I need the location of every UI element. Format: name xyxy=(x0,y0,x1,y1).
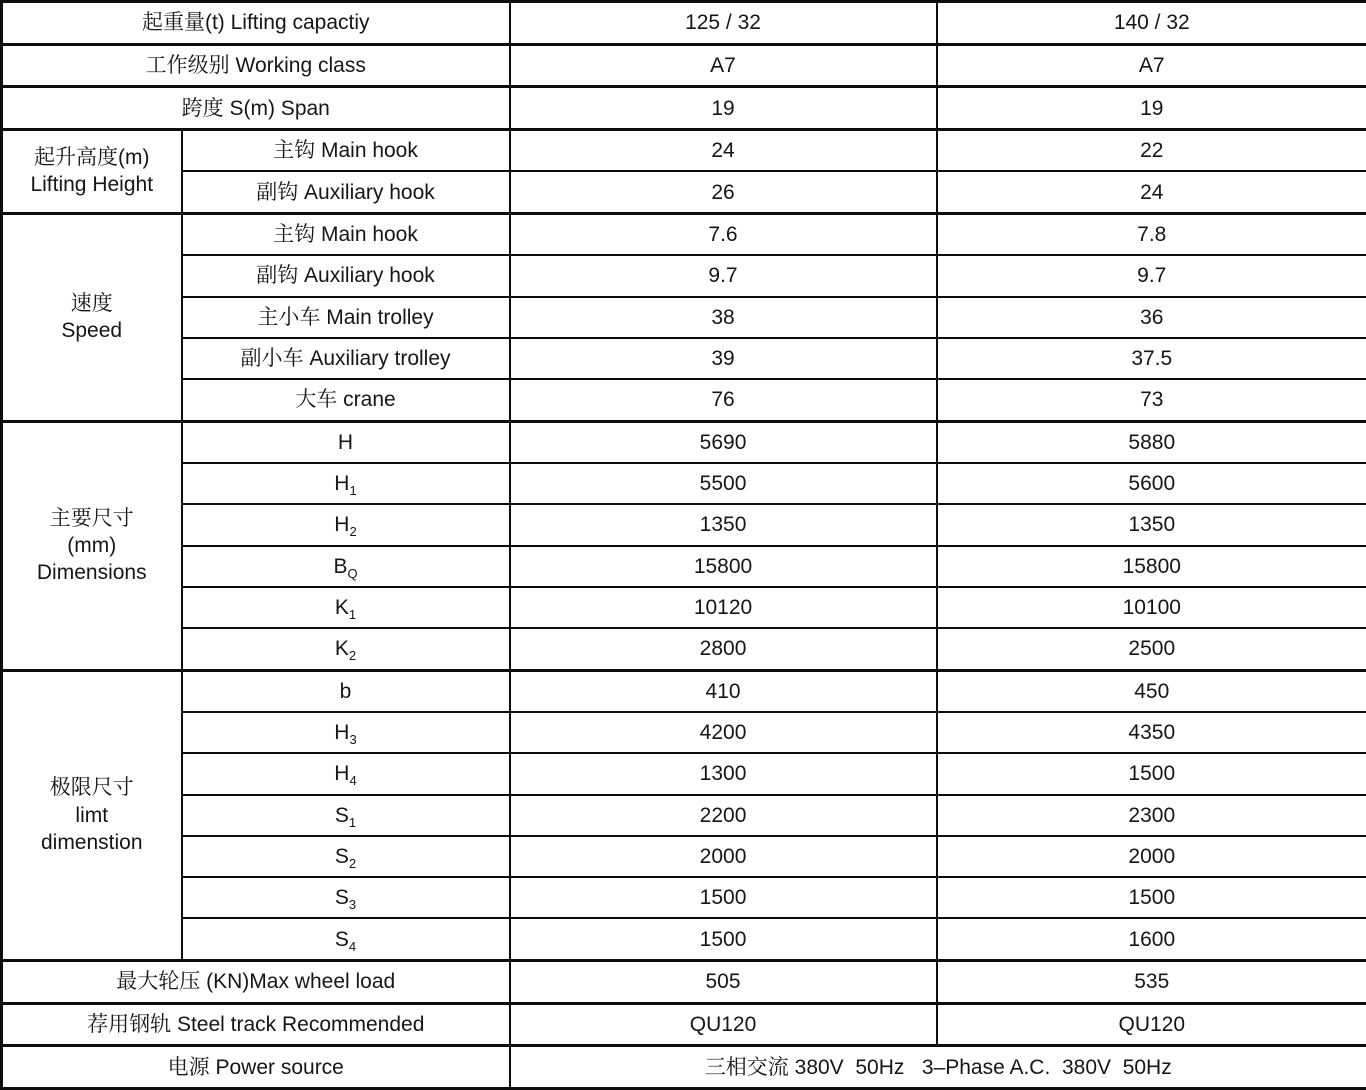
value-cell: 2500 xyxy=(937,628,1366,670)
value-cell: 15800 xyxy=(937,546,1366,587)
value-cell: 410 xyxy=(510,670,937,712)
table-body xyxy=(2,2,1366,1089)
table-row-r7 xyxy=(2,297,1366,338)
table-row-r14 xyxy=(2,587,1366,628)
value-cell: 26 xyxy=(510,171,937,213)
row-label: $H_3$ xyxy=(182,712,510,753)
value-cell: 1500 xyxy=(937,877,1366,918)
row-label-power-source: 电源 Power source xyxy=(2,1046,510,1089)
value-cell: 10120 xyxy=(510,587,937,628)
row-label: 副钩 Auxiliary hook xyxy=(182,171,510,213)
row-label: $S_4$ xyxy=(182,918,510,960)
value-cell: 24 xyxy=(510,130,937,172)
table-row-working-class xyxy=(2,44,1366,87)
table-row-r3 xyxy=(2,130,1366,172)
table-row-r12 xyxy=(2,504,1366,545)
table-row-r5 xyxy=(2,213,1366,255)
table-row-r16 xyxy=(2,670,1366,712)
row-label: 主钩 Main hook xyxy=(182,130,510,172)
value-cell: 2000 xyxy=(937,836,1366,877)
row-label: $H_4$ xyxy=(182,753,510,794)
table-row-r4 xyxy=(2,171,1366,213)
value-cell: 36 xyxy=(937,297,1366,338)
value-cell: 5500 xyxy=(510,463,937,504)
group-label-lifting-height: 起升高度(m) Lifting Height xyxy=(2,130,182,214)
value-cell: 2000 xyxy=(510,836,937,877)
row-label: 副钩 Auxiliary hook xyxy=(182,255,510,296)
table-row-r9 xyxy=(2,379,1366,421)
value-cell: 1500 xyxy=(510,918,937,960)
value-cell: 535 xyxy=(937,960,1366,1003)
value-cell: A7 xyxy=(510,44,937,87)
table-row-r11 xyxy=(2,463,1366,504)
row-label: $S_1$ xyxy=(182,795,510,836)
value-cell: 7.8 xyxy=(937,213,1366,255)
value-cell: 19 xyxy=(510,87,937,130)
table-row-r19 xyxy=(2,795,1366,836)
value-cell: 76 xyxy=(510,379,937,421)
value-cell: 1500 xyxy=(510,877,937,918)
row-label: $K_1$ xyxy=(182,587,510,628)
value-cell: 2800 xyxy=(510,628,937,670)
value-cell: 9.7 xyxy=(937,255,1366,296)
row-label: 大车 crane xyxy=(182,379,510,421)
value-cell: 1350 xyxy=(937,504,1366,545)
table-row-r8 xyxy=(2,338,1366,379)
table-row-lifting-capacity xyxy=(2,2,1366,45)
row-label: $H_1$ xyxy=(182,463,510,504)
value-cell: 125 / 32 xyxy=(510,2,937,45)
row-label: $H_2$ xyxy=(182,504,510,545)
value-cell: 5690 xyxy=(510,421,937,463)
row-label-steel-track: 荐用钢轨 Steel track Recommended xyxy=(2,1003,510,1046)
value-cell-merged: 三相交流 380V 50Hz 3–Phase A.C. 380V 50Hz xyxy=(510,1046,1366,1089)
row-label: $K_2$ xyxy=(182,628,510,670)
value-cell: 10100 xyxy=(937,587,1366,628)
value-cell: 4200 xyxy=(510,712,937,753)
value-cell: 38 xyxy=(510,297,937,338)
value-cell: 1300 xyxy=(510,753,937,794)
table-row-r22 xyxy=(2,918,1366,960)
row-label-span: 跨度 S(m) Span xyxy=(2,87,510,130)
group-label-dimensions: 主要尺寸 (mm) Dimensions xyxy=(2,421,182,670)
row-label-max-wheel-load: 最大轮压 (KN)Max wheel load xyxy=(2,960,510,1003)
value-cell: 24 xyxy=(937,171,1366,213)
table-row-r18 xyxy=(2,753,1366,794)
value-cell: QU120 xyxy=(510,1003,937,1046)
row-label: H xyxy=(182,421,510,463)
table-row-r13 xyxy=(2,546,1366,587)
value-cell: QU120 xyxy=(937,1003,1366,1046)
table-row-r10 xyxy=(2,421,1366,463)
value-cell: 37.5 xyxy=(937,338,1366,379)
row-label: 主小车 Main trolley xyxy=(182,297,510,338)
row-label: $S_2$ xyxy=(182,836,510,877)
group-label-limit-dimension: 极限尺寸 limt dimenstion xyxy=(2,670,182,960)
row-label: 副小车 Auxiliary trolley xyxy=(182,338,510,379)
value-cell: 7.6 xyxy=(510,213,937,255)
table-row-r6 xyxy=(2,255,1366,296)
value-cell: 22 xyxy=(937,130,1366,172)
table-row-r15 xyxy=(2,628,1366,670)
value-cell: 140 / 32 xyxy=(937,2,1366,45)
group-label-speed: 速度 Speed xyxy=(2,213,182,421)
value-cell: 4350 xyxy=(937,712,1366,753)
value-cell: 1600 xyxy=(937,918,1366,960)
table-row-max-wheel-load xyxy=(2,960,1366,1003)
table-row-r17 xyxy=(2,712,1366,753)
row-label: 主钩 Main hook xyxy=(182,213,510,255)
row-label: $S_3$ xyxy=(182,877,510,918)
value-cell: 2300 xyxy=(937,795,1366,836)
row-label: b xyxy=(182,670,510,712)
value-cell: 1500 xyxy=(937,753,1366,794)
value-cell: 2200 xyxy=(510,795,937,836)
value-cell: 73 xyxy=(937,379,1366,421)
value-cell: 5600 xyxy=(937,463,1366,504)
table-row-r20 xyxy=(2,836,1366,877)
value-cell: 5880 xyxy=(937,421,1366,463)
row-label: $B_Q$ xyxy=(182,546,510,587)
value-cell: 450 xyxy=(937,670,1366,712)
value-cell: 1350 xyxy=(510,504,937,545)
value-cell: 15800 xyxy=(510,546,937,587)
value-cell: 19 xyxy=(937,87,1366,130)
value-cell: 9.7 xyxy=(510,255,937,296)
value-cell: A7 xyxy=(937,44,1366,87)
table-row-span xyxy=(2,87,1366,130)
value-cell: 505 xyxy=(510,960,937,1003)
value-cell: 39 xyxy=(510,338,937,379)
table-row-steel-track xyxy=(2,1003,1366,1046)
row-label-working-class: 工作级别 Working class xyxy=(2,44,510,87)
table-row-power-source xyxy=(2,1046,1366,1089)
table-row-r21 xyxy=(2,877,1366,918)
row-label-lifting-capacity: 起重量(t) Lifting capactiy xyxy=(2,2,510,45)
